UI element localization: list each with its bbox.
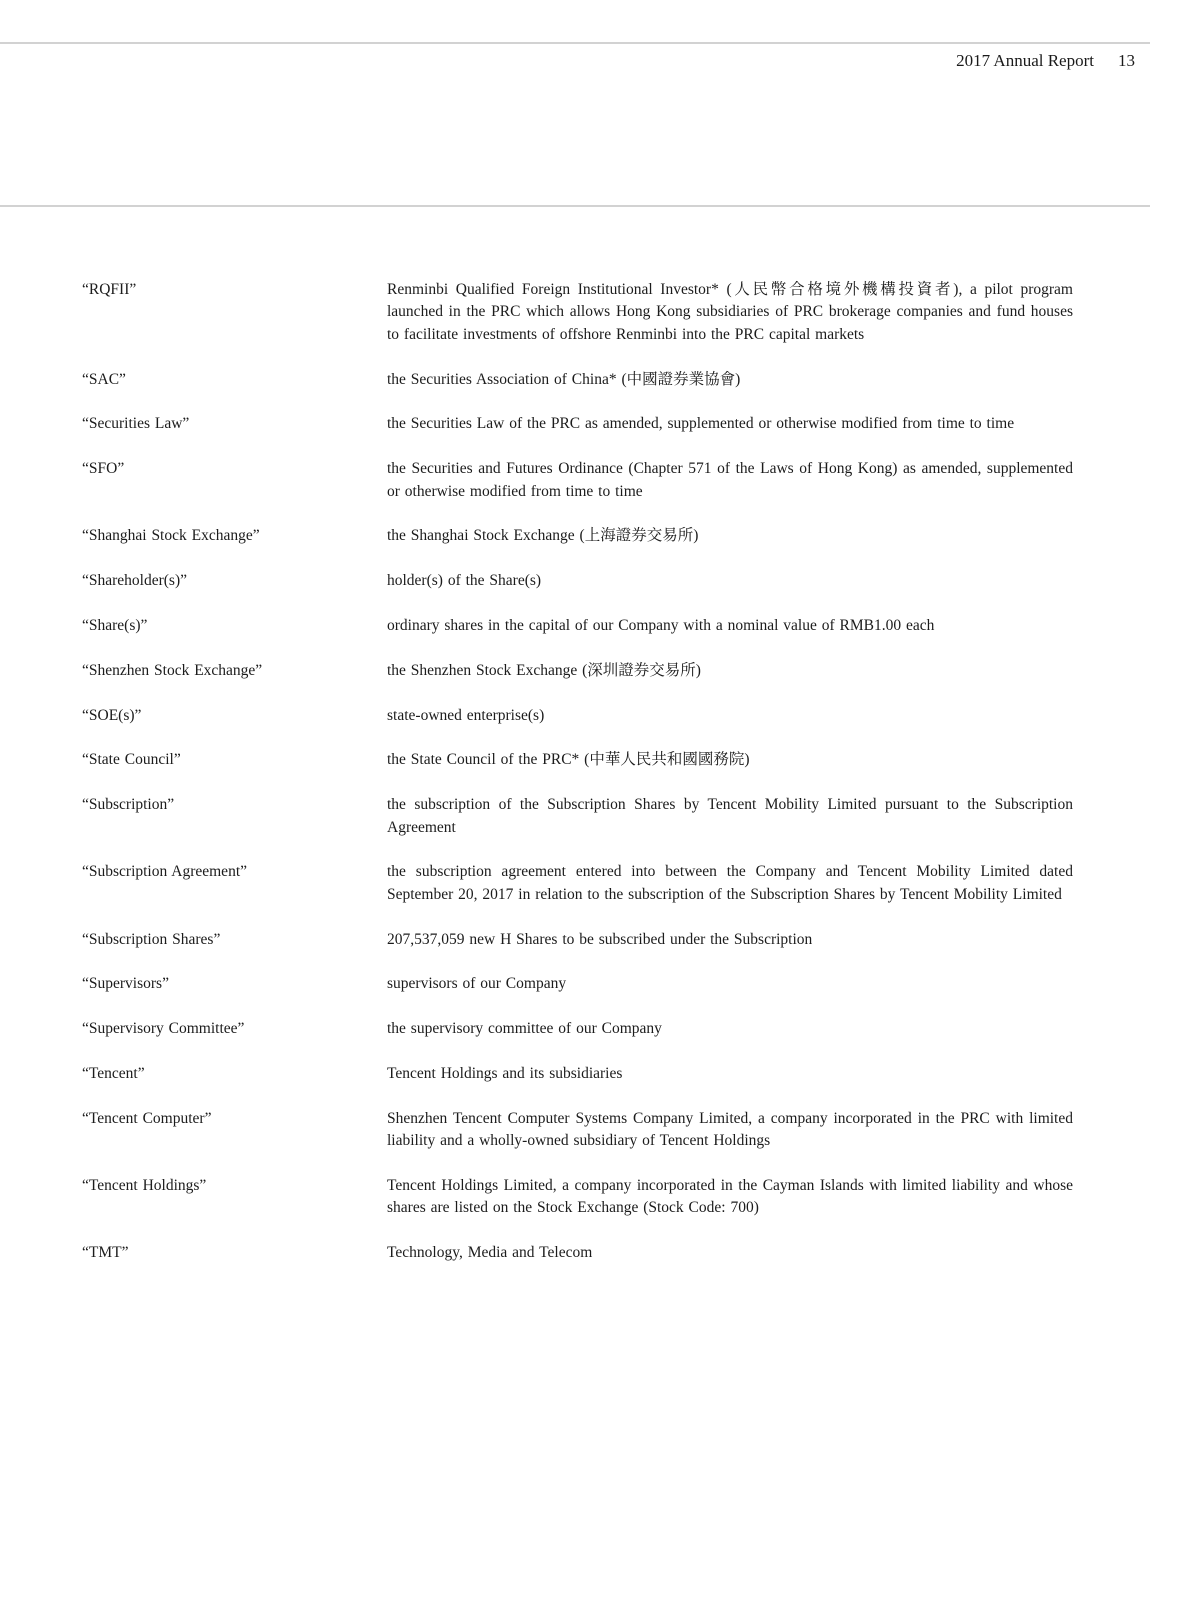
definition-row	[82, 1108, 1073, 1153]
definition-term: “SFO”	[82, 460, 125, 478]
definition-row	[82, 861, 1073, 906]
definition-text: the State Council of the PRC* (中華人民共和國國務院)	[387, 751, 750, 769]
definition-row	[82, 458, 1073, 503]
definition-row	[82, 660, 1073, 682]
definition-row	[82, 615, 1073, 637]
definition-row	[82, 570, 1073, 592]
definition-term: “Tencent Computer”	[82, 1109, 212, 1127]
definition-text: supervisors of our Company	[387, 975, 567, 993]
definition-term: “Securities Law”	[82, 415, 190, 433]
definition-term: “Subscription Agreement”	[82, 863, 247, 881]
definition-row	[82, 749, 1073, 771]
definition-text: Tencent Holdings Limited, a company incorporated in the Cayman Islands with limited liability and whose shares are listed on the Stock Exchange (Stock Code: 700)	[387, 1176, 1073, 1217]
definition-term: “Share(s)”	[82, 617, 148, 634]
definition-text: the Shanghai Stock Exchange (上海證券交易所)	[387, 527, 699, 545]
definition-row	[82, 279, 1073, 346]
definition-term: “Supervisors”	[82, 975, 169, 993]
definition-text: the subscription agreement entered into between the Company and Tencent Mobility Limited dated September 20, 2017 in relation to the subscription of the Subscription Shares by Tencent Mobility Limited	[387, 863, 1073, 903]
definition-term: “RQFII”	[82, 281, 137, 298]
definition-text: the subscription of the Subscription Shares by Tencent Mobility Limited pursuant to the Subscription Agreement	[387, 796, 1073, 836]
definition-text: Technology, Media and Telecom	[387, 1244, 593, 1262]
definition-text: Renminbi Qualified Foreign Institutional Investor* (人民幣合格境外機構投資者), a pilot program launched in the PRC which allows Hong Kong subsidiaries of PRC brokerage companies and fund houses to facilitate investments of offshore Renminbi into the PRC capital markets	[387, 281, 1073, 343]
definition-text: ordinary shares in the capital of our Company with a nominal value of RMB1.00 each	[387, 617, 935, 634]
definition-term: “SAC”	[82, 370, 126, 388]
definition-row	[82, 929, 1073, 951]
definition-row	[82, 1242, 1073, 1264]
definition-text: the Securities Association of China* (中國證券業協會)	[387, 370, 741, 388]
definition-term: “State Council”	[82, 751, 181, 769]
definition-term: “Shenzhen Stock Exchange”	[82, 661, 263, 679]
definition-term: “Supervisory Committee”	[82, 1020, 245, 1038]
definition-text: Shenzhen Tencent Computer Systems Company Limited, a company incorporated in the PRC with limited liability and a wholly-owned subsidiary of Tencent Holdings	[387, 1109, 1073, 1150]
definition-term: “Shareholder(s)”	[82, 572, 188, 590]
definition-row	[82, 525, 1073, 547]
definition-text: the supervisory committee of our Company	[387, 1020, 662, 1038]
definitions-list	[82, 205, 1073, 1265]
definition-term: “Subscription Shares”	[82, 930, 221, 948]
definition-term: “SOE(s)”	[82, 706, 142, 724]
definition-term: “Shanghai Stock Exchange”	[82, 527, 260, 545]
definition-row	[82, 1175, 1073, 1220]
header-top-rule	[0, 42, 1150, 44]
definition-term: “TMT”	[82, 1244, 129, 1262]
definition-row	[82, 973, 1073, 995]
report-title: 2017 Annual Report	[956, 51, 1094, 70]
definition-term: “Tencent”	[82, 1064, 145, 1082]
definition-text: the Shenzhen Stock Exchange (深圳證券交易所)	[387, 661, 701, 679]
definition-text: state-owned enterprise(s)	[387, 706, 545, 724]
definition-row	[82, 1063, 1073, 1085]
definition-row	[82, 705, 1073, 727]
definition-term: “Subscription”	[82, 796, 175, 814]
definition-text: the Securities and Futures Ordinance (Chapter 571 of the Laws of Hong Kong) as amended, supplemented or otherwise modified from time to time	[387, 460, 1073, 500]
page-header	[0, 50, 1135, 72]
definition-text: holder(s) of the Share(s)	[387, 572, 542, 590]
definition-row	[82, 369, 1073, 391]
definition-row	[82, 413, 1073, 435]
definition-term: “Tencent Holdings”	[82, 1176, 207, 1194]
definition-text: 207,537,059 new H Shares to be subscribed under the Subscription	[387, 930, 813, 948]
page-number: 13	[1118, 51, 1135, 70]
definition-text: Tencent Holdings and its subsidiaries	[387, 1064, 623, 1082]
definition-text: the Securities Law of the PRC as amended, supplemented or otherwise modified from time to time	[387, 415, 1015, 433]
definition-row	[82, 1018, 1073, 1040]
definition-row	[82, 794, 1073, 839]
